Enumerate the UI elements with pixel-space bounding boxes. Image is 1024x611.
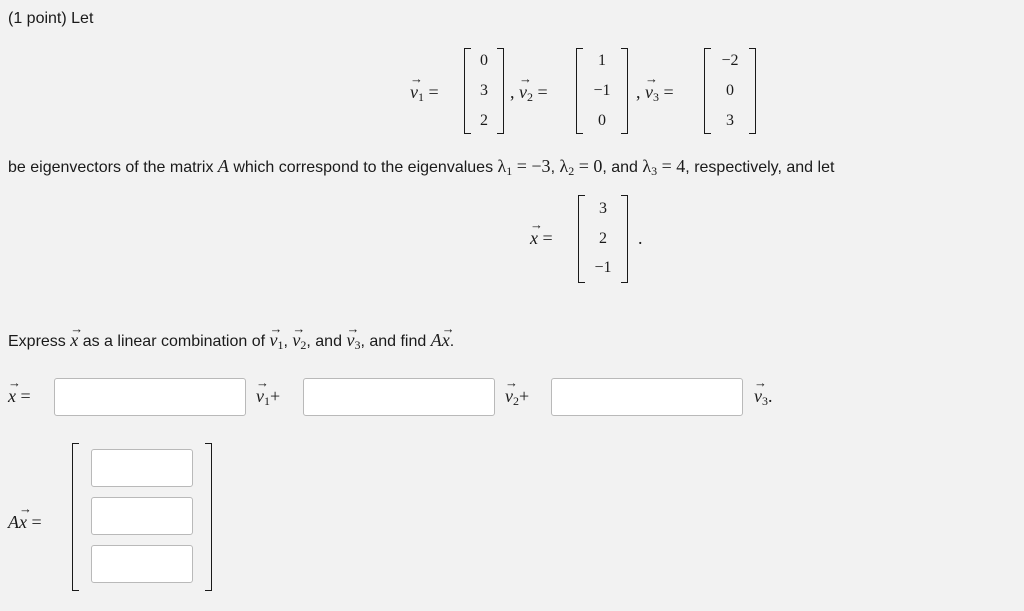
ax-entry-3-input[interactable] (91, 545, 193, 583)
v3-end-label: → $v_3$. (754, 386, 773, 409)
x-label: → x = (530, 228, 553, 249)
coef-v3-input[interactable] (551, 378, 743, 416)
eigen-text: be eigenvectors of the matrix (8, 159, 214, 176)
coef-v1-input[interactable] (54, 378, 246, 416)
v3-entry: 3 (726, 112, 734, 129)
ax-entry-2-input[interactable] (91, 497, 193, 535)
ax-entry-1-input[interactable] (91, 449, 193, 487)
v2-entry: 0 (598, 112, 606, 129)
problem-intro: (1 point) Let (8, 10, 94, 27)
v2-plus-label: → $v_2+$ (505, 386, 529, 409)
v1-entry: 0 (480, 52, 488, 69)
v2-entry: 1 (598, 52, 606, 69)
eigen-text: which correspond to the eigenvalues (233, 159, 494, 176)
v3-matrix (704, 48, 756, 134)
x-matrix (578, 195, 628, 283)
v2-entry: −1 (593, 82, 611, 99)
x-entry: 2 (599, 230, 607, 247)
v3-entry: 0 (726, 82, 734, 99)
period: . (638, 228, 643, 248)
express-text: as a linear combination of (82, 333, 266, 350)
v1-entry: 3 (480, 82, 488, 99)
v1-plus-label: → $v_1+$ (256, 386, 280, 409)
express-sentence: Express → x as a linear combination of → $v_1$, → $v_2$, and → $v_3$, and find A→ x. (8, 329, 454, 356)
v1-label: → $v_1$ = (410, 82, 439, 105)
v2-matrix (576, 48, 628, 134)
eigen-sentence: be eigenvectors of the matrix A which correspond to the eigenvalues $\lambda_1 = -3$, $\lambda_2 = 0$, and $\lambda_3 = 4$, respectively, and let (8, 156, 835, 178)
lambda-2: $\lambda_2 = 0$ (559, 156, 603, 178)
ax-label: A→ x = (8, 512, 42, 533)
express-text: Express (8, 333, 66, 350)
lambda-1: $\lambda_1 = -3$ (497, 156, 551, 178)
eigen-text: , respectively, and let (685, 159, 835, 176)
v1-entry: 2 (480, 112, 488, 129)
x-entry: −1 (594, 259, 612, 276)
v1-matrix (464, 48, 504, 134)
x-entry: 3 (599, 200, 607, 217)
x-equals-label: → x = (8, 386, 31, 407)
lambda-3: $\lambda_3 = 4$ (642, 156, 686, 178)
v3-entry: −2 (721, 52, 739, 69)
coef-v2-input[interactable] (303, 378, 495, 416)
v3-label: , → $v_3$ = (636, 82, 674, 105)
matrix-a: A (217, 156, 229, 176)
v2-label: , → $v_2$ = (510, 82, 548, 105)
